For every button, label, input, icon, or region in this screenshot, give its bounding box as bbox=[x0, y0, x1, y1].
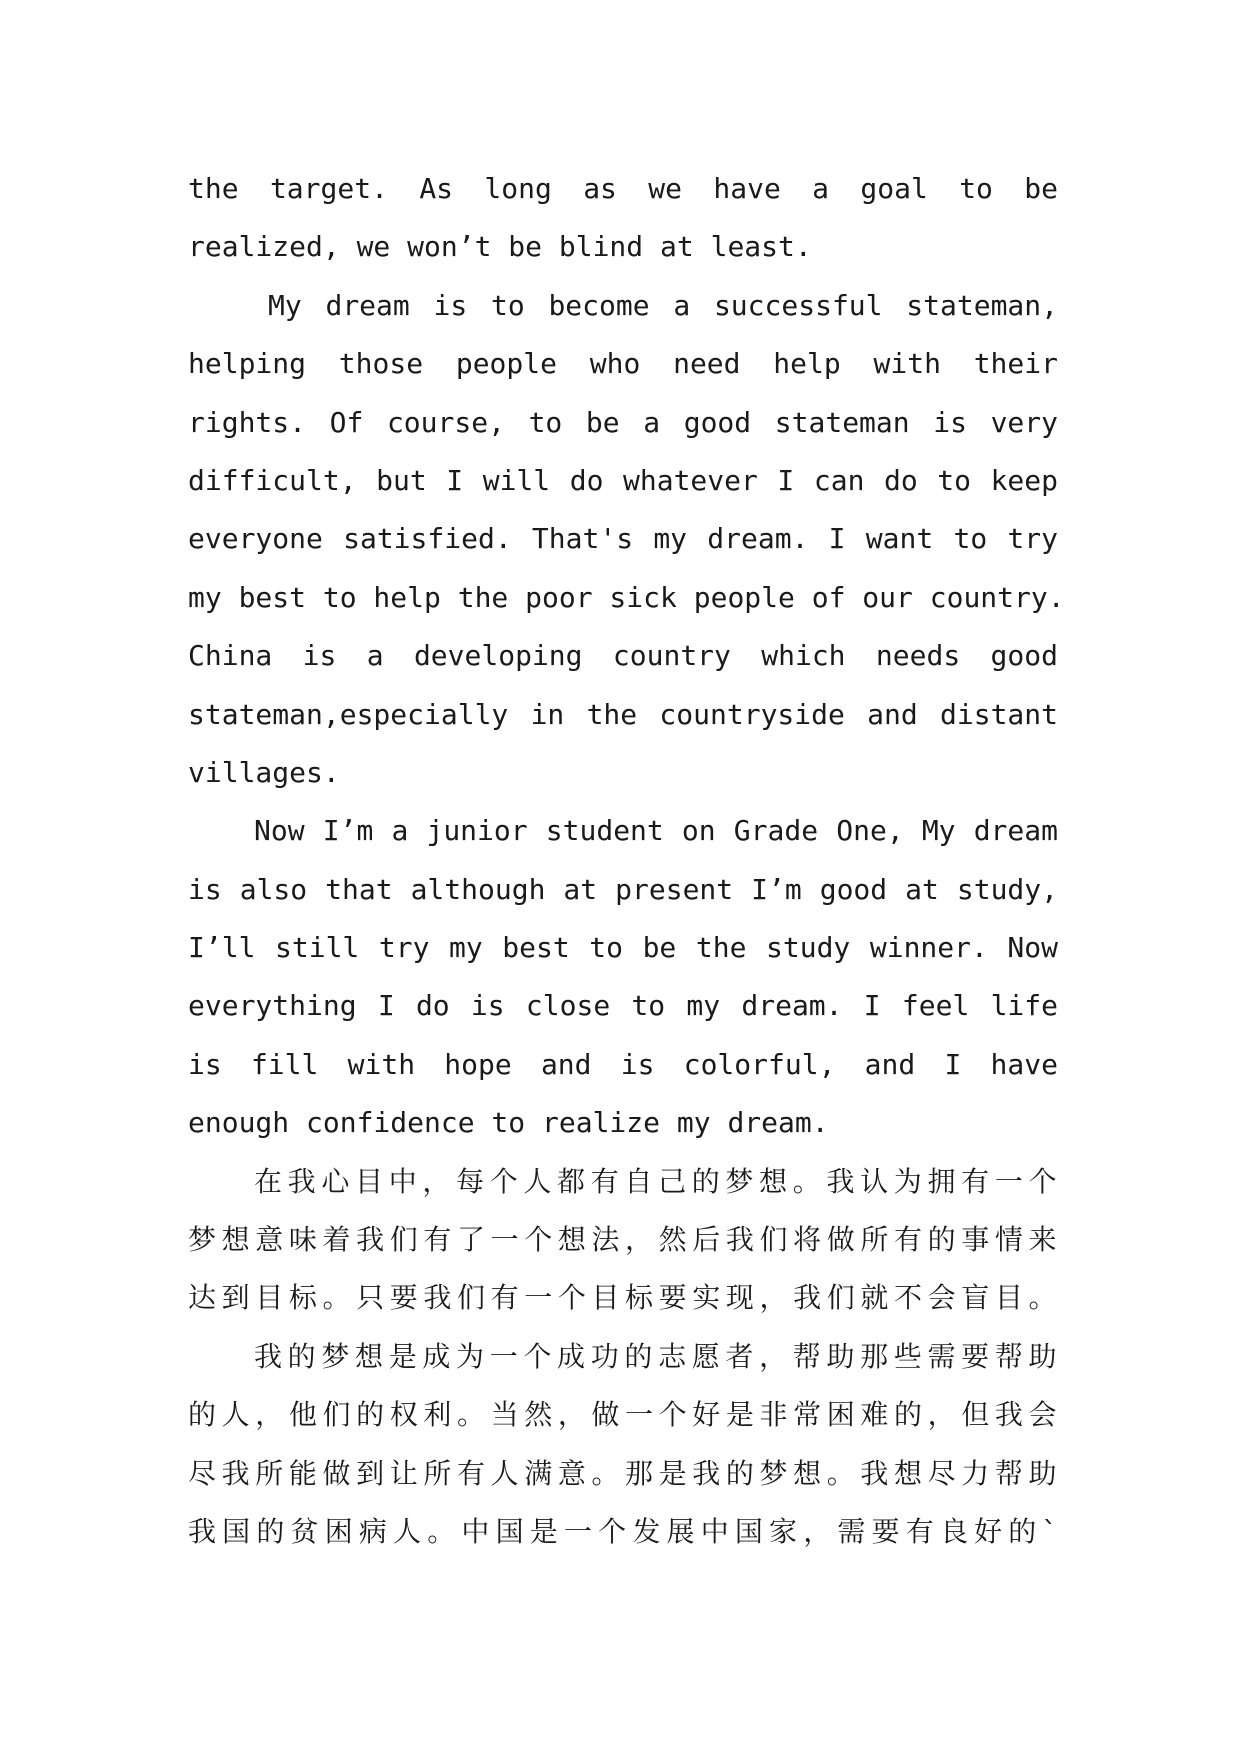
paragraph-start-line: 在我心目中，每个人都有自己的梦想。我认为拥有一个 bbox=[254, 1164, 1058, 1198]
text-line: everything I do is close to my dream. I feel life bbox=[188, 989, 1058, 1023]
text-line: I’ll still try my best to be the study winner. Now bbox=[188, 931, 1058, 965]
text-line: 尽我所能做到让所有人满意。那是我的梦想。我想尽力帮助 bbox=[188, 1456, 1058, 1490]
text-line: is fill with hope and is colorful, and I have bbox=[188, 1047, 1058, 1081]
text-line: helping those people who need help with their bbox=[188, 347, 1058, 381]
text-line: 的人，他们的权利。当然，做一个好是非常困难的，但我会 bbox=[188, 1398, 1058, 1432]
paragraph-start-line: 我的梦想是成为一个成功的志愿者，帮助那些需要帮助 bbox=[254, 1339, 1058, 1373]
text-line: rights. Of course, to be a good stateman is very bbox=[188, 405, 1058, 439]
text-line: my best to help the poor sick people of our country. bbox=[188, 580, 1065, 614]
text-line: stateman,especially in the countryside and distant bbox=[188, 697, 1058, 731]
essay-text bbox=[188, 160, 1065, 1561]
text-line: everyone satisfied. That's my dream. I want to try bbox=[188, 522, 1058, 556]
text-line: 梦想意味着我们有了一个想法，然后我们将做所有的事情来 bbox=[188, 1223, 1058, 1257]
paragraph-start-line: My dream is to become a successful stateman, bbox=[268, 288, 1058, 322]
text-line: the target. As long as we have a goal to be bbox=[188, 172, 1058, 205]
text-line: is also that although at present I’m good at study, bbox=[188, 872, 1058, 906]
text-line: 达到目标。只要我们有一个目标要实现，我们就不会盲目。 bbox=[188, 1281, 1058, 1315]
text-line: realized, we won’t be blind at least. bbox=[188, 230, 812, 264]
text-line: difficult, but I will do whatever I can do to keep bbox=[188, 463, 1058, 497]
text-line: China is a developing country which needs good bbox=[188, 639, 1058, 673]
paragraph-start-line: Now I’m a junior student on Grade One, My dream bbox=[254, 814, 1058, 848]
text-line: 我国的贫困病人。中国是一个发展中国家，需要有良好的` bbox=[188, 1514, 1058, 1548]
text-line: enough confidence to realize my dream. bbox=[188, 1106, 829, 1140]
text-line: villages. bbox=[188, 755, 340, 789]
